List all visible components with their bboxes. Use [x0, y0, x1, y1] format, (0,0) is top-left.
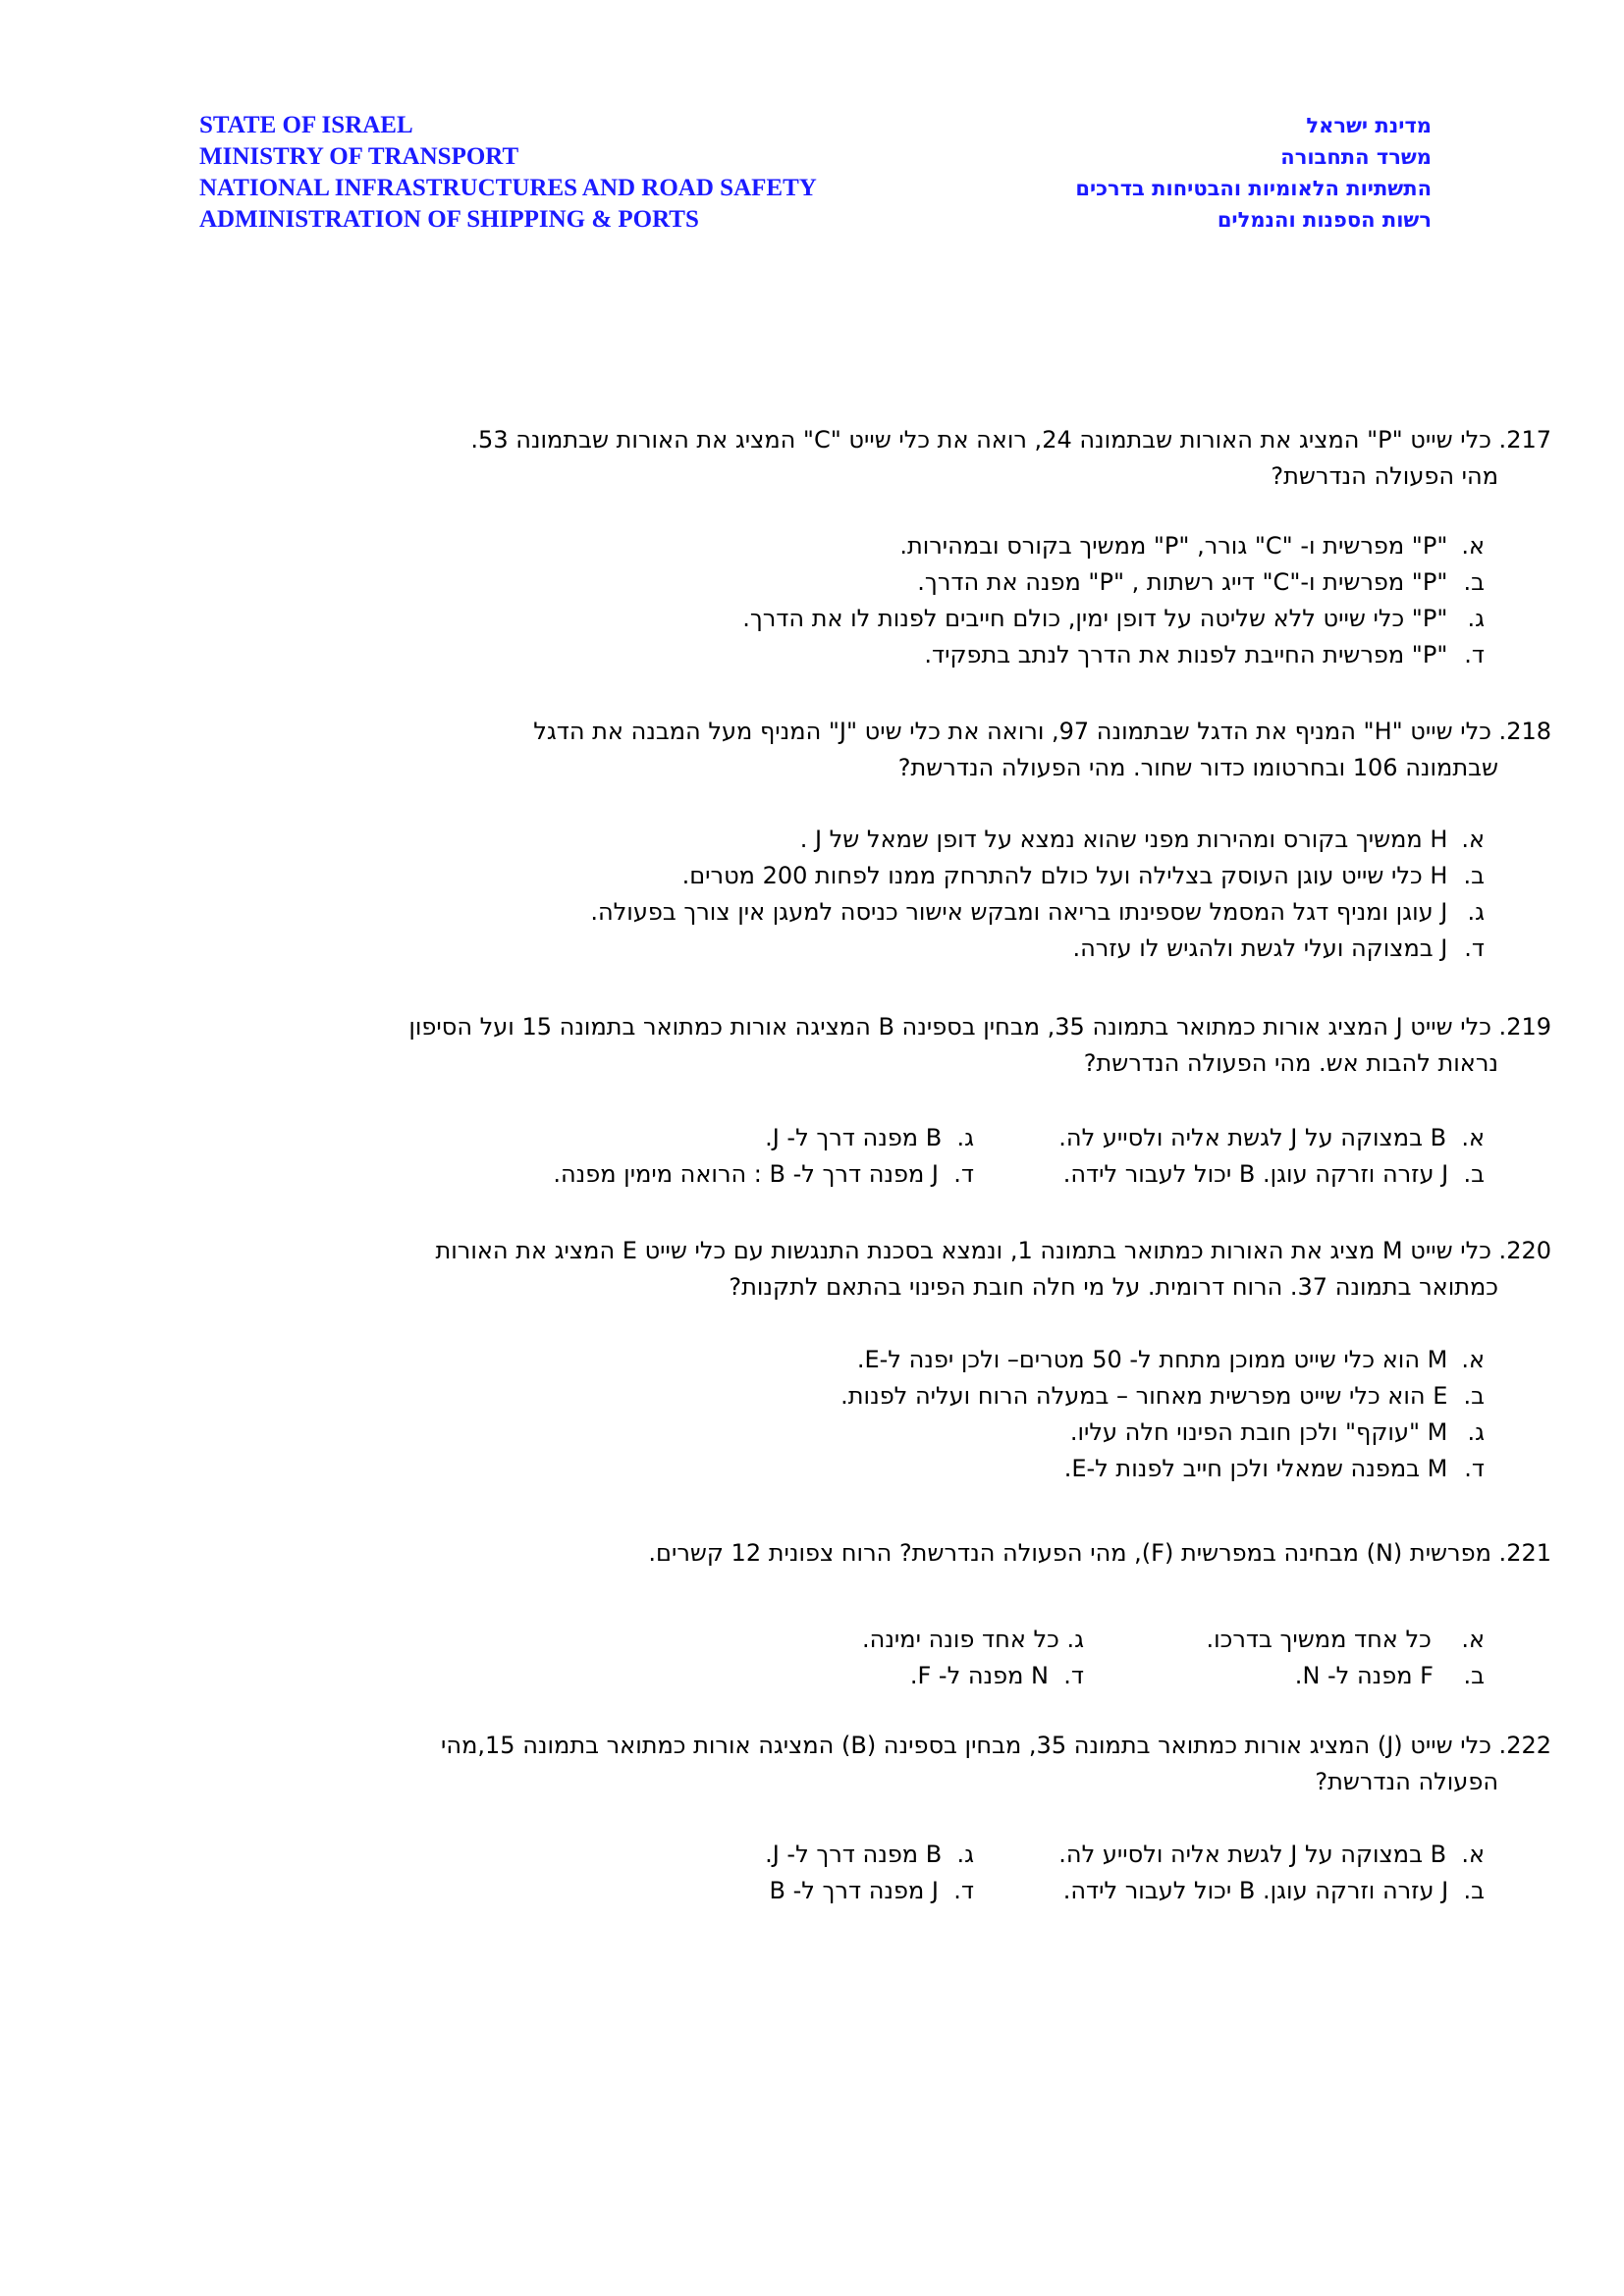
option-letter: א.: [1461, 532, 1485, 560]
option-letter: ד.: [953, 1877, 974, 1904]
option-letter: ב.: [1463, 568, 1485, 596]
question-line: נראות להבות אש. מהי הפעולה הנדרשת?: [1083, 1049, 1498, 1077]
options-220: [601, 1342, 1485, 1487]
header-hebrew: [882, 110, 1432, 236]
option-text: J מפנה דרך ל- B : הרואה מימין מפנה.: [553, 1160, 939, 1188]
header-en-line: STATE OF ISRAEL: [199, 112, 413, 138]
option-text: "P" כלי שייט ללא שליטה על דופן ימין, כולם חייבים לפנות לו את הדרך.: [742, 605, 1448, 632]
option-row: [405, 1622, 1485, 1658]
option-text: B מפנה דרך ל- J.: [765, 1124, 943, 1151]
option: [765, 1837, 974, 1873]
question-219: [147, 1009, 1551, 1082]
option: [405, 894, 1485, 931]
header-english: [199, 110, 946, 236]
question-number: 220.: [1498, 1237, 1551, 1264]
option-letter: ד.: [953, 1160, 974, 1188]
option: [601, 601, 1485, 637]
option-letter: ג.: [1467, 898, 1485, 926]
question-line: כלי שייט J המציג אורות כמתואר בתמונה 35, מבחין בספינה B המציגה אורות כמתואר בתמונה 15 ועל הסיפון: [408, 1013, 1491, 1041]
question-line: כמתואר בתמונה 37. הרוח דרומית. על מי חלה חובת הפינוי בהתאם לתקנות?: [729, 1273, 1498, 1301]
option-letter: ג.: [956, 1124, 974, 1151]
option-letter: ב.: [1463, 1160, 1485, 1188]
option-text: M הוא כלי שייט ממוכן מתחת ל- 50 מטרים– ולכן יפנה ל-E.: [856, 1346, 1448, 1373]
header-he-line: התשתיות הלאומיות והבטיחות בדרכים: [1075, 177, 1432, 200]
option-letter: ב.: [1463, 1382, 1485, 1410]
option-text: כל אחד ממשיך בדרכו.: [1206, 1626, 1432, 1653]
header-he-line: מדינת ישראל: [1306, 114, 1432, 137]
option-letter: א.: [1461, 1626, 1485, 1653]
header-he-line: רשות הספנות והנמלים: [1217, 208, 1432, 232]
question-line: כלי שייט M מציג את האורות כמתואר בתמונה 1, ונמצא בסכנת התנגשות עם כלי שייט E המציג את האורות: [435, 1237, 1491, 1264]
option: [601, 1415, 1485, 1451]
option-letter: ב.: [1463, 1662, 1485, 1689]
option: [1295, 1658, 1485, 1694]
option-letter: ג.: [1467, 1418, 1485, 1446]
options-219: [405, 1120, 1485, 1193]
option-row: [405, 1120, 1485, 1156]
question-text: [147, 1009, 1551, 1082]
option-letter: ג.: [1467, 605, 1485, 632]
option-text: J עזרה וזרקה עוגן. B יכול לעבור לידה.: [1062, 1160, 1449, 1188]
option: [770, 1873, 974, 1909]
question-222: [226, 1728, 1551, 1800]
option-letter: א.: [1461, 1124, 1485, 1151]
question-number: 219.: [1498, 1013, 1551, 1041]
option: [601, 1378, 1485, 1415]
option-letter: א.: [1461, 1841, 1485, 1868]
option: [601, 528, 1485, 564]
option-letter: ב.: [1463, 1877, 1485, 1904]
option-row: [405, 1156, 1485, 1193]
option-text: J עוגן ומניף דגל המסמל שספינתו בריאה ומבקש אישור כניסה למעגן אין צורך בפעולה.: [590, 898, 1448, 926]
option: [1207, 1622, 1485, 1658]
header-en-line: ADMINISTRATION OF SHIPPING & PORTS: [199, 206, 699, 233]
question-line: שבתמונה 106 ובחרטומו כדור שחור. מהי הפעולה הנדרשת?: [897, 754, 1498, 781]
header-en-line: NATIONAL INFRASTRUCTURES AND ROAD SAFETY: [199, 175, 817, 201]
question-number: 222.: [1498, 1732, 1551, 1759]
option: [601, 1451, 1485, 1487]
question-220: [147, 1233, 1551, 1306]
question-text: [147, 1233, 1551, 1306]
option: [910, 1658, 1084, 1694]
option-text: N מפנה ל- F.: [909, 1662, 1049, 1689]
option: [1058, 1120, 1485, 1156]
option-letter: ד.: [1464, 641, 1485, 668]
options-222: [405, 1837, 1485, 1909]
question-line: הפעולה הנדרשת?: [1315, 1768, 1498, 1795]
option-text: M במפנה שמאלי ולכן חייב לפנות ל-E.: [1063, 1455, 1448, 1482]
option-text: B מפנה דרך ל- J.: [765, 1841, 943, 1868]
option-text: כל אחד פונה ימינה.: [862, 1626, 1059, 1653]
option: [405, 822, 1485, 858]
options-217: [601, 528, 1485, 673]
option: [765, 1120, 974, 1156]
question-number: 221.: [1498, 1539, 1551, 1567]
option-text: H ממשיך בקורס ומהירות מפני שהוא נמצא על דופן שמאל של J .: [799, 826, 1448, 853]
option: [553, 1156, 974, 1193]
option-text: H כלי שייט עוגן העוסק בצלילה ועל כולם להתרחק ממנו לפחות 200 מטרים.: [681, 862, 1448, 889]
option-row: [405, 1658, 1485, 1694]
option-row: [405, 1873, 1485, 1909]
option: [1058, 1837, 1485, 1873]
question-line: מהי הפעולה הנדרשת?: [1271, 462, 1498, 490]
header-en-line: MINISTRY OF TRANSPORT: [199, 143, 519, 170]
question-221: [157, 1535, 1551, 1572]
option-letter: ב.: [1463, 862, 1485, 889]
question-line: כלי שייט (J) המציג אורות כמתואר בתמונה 35, מבחין בספינה (B) המציגה אורות כמתואר בתמונה 15,מהי: [441, 1732, 1491, 1759]
options-218: [405, 822, 1485, 967]
option: [1063, 1873, 1485, 1909]
option-text: B במצוקה על J לגשת אליה ולסייע לה.: [1058, 1841, 1447, 1868]
option-text: J עזרה וזרקה עוגן. B יכול לעבור לידה.: [1062, 1877, 1449, 1904]
question-line: כלי שייט "P" המציג את האורות שבתמונה 24, רואה את כלי שייט "C" המציג את האורות שבתמונה 53.: [470, 426, 1491, 454]
question-line: מפרשית (N) מבחינה במפרשית (F), מהי הפעולה הנדרשת? הרוח צפונית 12 קשרים.: [648, 1539, 1491, 1567]
option-text: J במצוקה ועלי לגשת ולהגיש לו עזרה.: [1072, 934, 1448, 962]
question-text: [226, 1728, 1551, 1800]
question-number: 218.: [1498, 718, 1551, 745]
option-text: M "עוקף" ולכן חובת הפינוי חלה עליו.: [1069, 1418, 1448, 1446]
option-text: F מפנה ל- N.: [1294, 1662, 1434, 1689]
question-text: [157, 422, 1551, 495]
question-text: [157, 714, 1551, 786]
option-letter: א.: [1461, 1346, 1485, 1373]
option-text: J מפנה דרך ל- B: [769, 1877, 939, 1904]
option: [601, 564, 1485, 601]
option-text: "P" מפרשית ו-"C" דייג רשתות , "P" מפנה את הדרך.: [917, 568, 1448, 596]
option: [1063, 1156, 1485, 1193]
option: [601, 637, 1485, 673]
option-letter: ד.: [1464, 1455, 1485, 1482]
option: [405, 931, 1485, 967]
header-he-line: משרד התחבורה: [1280, 145, 1432, 169]
option: [862, 1622, 1084, 1658]
option-row: [405, 1837, 1485, 1873]
option: [405, 858, 1485, 894]
question-text: [157, 1535, 1551, 1572]
question-number: 217.: [1498, 426, 1551, 454]
option-letter: ג.: [956, 1841, 974, 1868]
option-letter: ג.: [1066, 1626, 1084, 1653]
option-text: "P" מפרשית החייבת לפנות את הדרך לנתב בתפקיד.: [924, 641, 1448, 668]
option-letter: ד.: [1464, 934, 1485, 962]
question-218: [157, 714, 1551, 786]
option-letter: ד.: [1063, 1662, 1084, 1689]
options-221: [405, 1622, 1485, 1694]
option-text: B במצוקה על J לגשת אליה ולסייע לה.: [1058, 1124, 1447, 1151]
option: [601, 1342, 1485, 1378]
option-letter: א.: [1461, 826, 1485, 853]
question-217: [157, 422, 1551, 495]
option-text: E הוא כלי שייט מפרשית מאחור – במעלה הרוח ועליה לפנות.: [840, 1382, 1448, 1410]
question-line: כלי שייט "H" המניף את הדגל שבתמונה 97, ורואה את כלי שיט "J" המניף מעל המבנה את הדגל: [533, 718, 1491, 745]
option-text: "P" מפרשית ו- "C" גורר, "P" ממשיך בקורס ובמהירות.: [899, 532, 1448, 560]
